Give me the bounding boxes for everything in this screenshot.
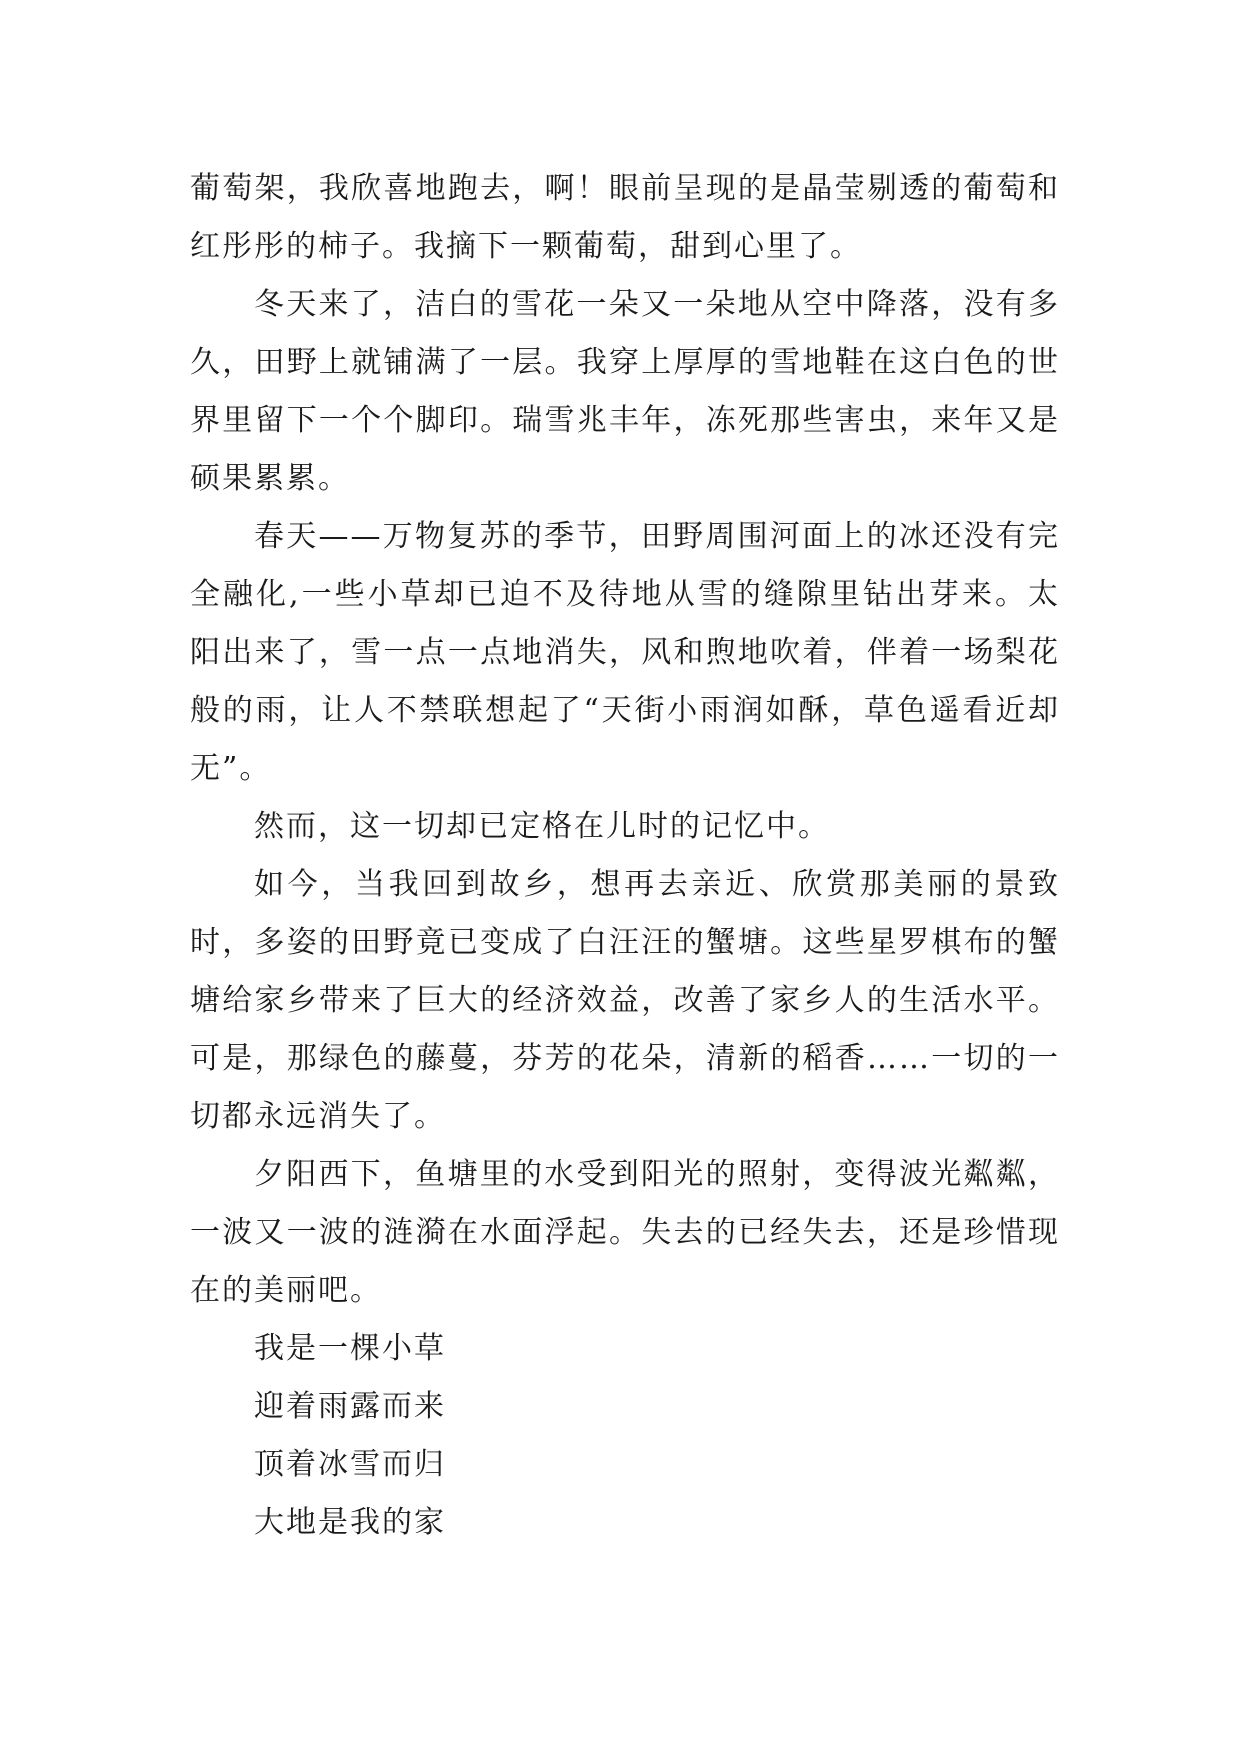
paragraph-spring: 春天——万物复苏的季节，田野周围河面上的冰还没有完全融化,一些小草却已迫不及待地从雪的缝隙里钻出芽来。太阳出来了，雪一点一点地消失，风和煦地吹着，伴着一场梨花般的雨，让人不禁联想起了“天街小雨润如酥，草色遥看近却无”。 (190, 519, 1060, 786)
poem-line: 迎着雨露而来 (254, 1389, 446, 1424)
paragraph-sunset: 夕阳西下，鱼塘里的水受到阳光的照射，变得波光粼粼，一波又一波的涟漪在水面浮起。失去的已经失去，还是珍惜现在的美丽吧。 (190, 1157, 1060, 1308)
paragraph-memory: 然而，这一切却已定格在儿时的记忆中。 (254, 809, 830, 844)
paragraph-crab-ponds: 如今，当我回到故乡，想再去亲近、欣赏那美丽的景致时，多姿的田野竟已变成了白汪汪的蟹塘。这些星罗棋布的蟹塘给家乡带来了巨大的经济效益，改善了家乡人的生活水平。可是，那绿色的藤蔓，芬芳的花朵，清新的稻香……一切的一切都永远消失了。 (190, 867, 1060, 1134)
poem-line: 顶着冰雪而归 (254, 1447, 446, 1482)
document-body (190, 160, 1060, 1552)
poem (190, 1320, 1060, 1552)
poem-line: 大地是我的家 (254, 1505, 446, 1540)
poem-line: 我是一棵小草 (254, 1331, 446, 1366)
paragraph-winter: 冬天来了，洁白的雪花一朵又一朵地从空中降落，没有多久，田野上就铺满了一层。我穿上厚厚的雪地鞋在这白色的世界里留下一个个脚印。瑞雪兆丰年，冻死那些害虫，来年又是硕果累累。 (190, 287, 1060, 496)
paragraph-grape-arbor: 葡萄架，我欣喜地跑去，啊！眼前呈现的是晶莹剔透的葡萄和红彤彤的柿子。我摘下一颗葡萄，甜到心里了。 (190, 171, 1060, 264)
